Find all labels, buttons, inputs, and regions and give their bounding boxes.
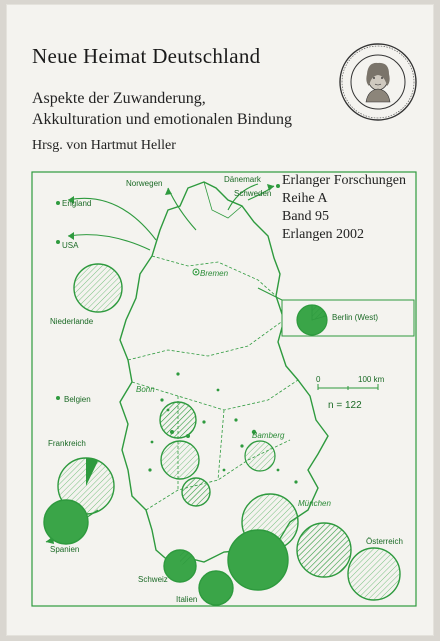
circle-bayern-south: [228, 530, 288, 590]
circle-wuerttemberg: [182, 478, 210, 506]
label-england: England: [62, 199, 92, 208]
scale-bar: [316, 375, 385, 390]
label-schweiz: Schweiz: [138, 575, 168, 584]
circle-bamberg: [245, 441, 275, 471]
map-border: [32, 172, 416, 606]
circle-oesterreich: [348, 548, 400, 600]
label-oesterreich: Österreich: [366, 537, 403, 546]
circle-italien: [199, 571, 233, 605]
subtitle-line-2: Akkulturation und emotionalen Bindung: [32, 111, 292, 128]
state-borders: [128, 256, 298, 510]
label-daenemark: Dänemark: [224, 175, 261, 184]
circle-hessen: [161, 441, 199, 479]
label-berlin: Berlin (West): [332, 313, 379, 322]
label-frankreich: Frankreich: [48, 439, 86, 448]
editor-credit: Hrsg. von Hartmut Heller: [32, 138, 176, 153]
book-subtitle: [32, 88, 352, 130]
label-belgien: Belgien: [64, 395, 91, 404]
sample-size-label: n = 122: [328, 400, 362, 411]
circle-niederlande: [74, 264, 122, 312]
series-name: Erlanger Forschungen: [282, 173, 407, 188]
circle-bonn-region: [160, 402, 196, 438]
city-bremen: Bremen: [200, 269, 229, 278]
book-cover: [6, 4, 434, 636]
city-muenchen: München: [298, 499, 331, 508]
series-place-year: Erlangen 2002: [282, 227, 365, 242]
label-usa: USA: [62, 241, 79, 250]
scale-km: 100 km: [358, 375, 385, 384]
label-niederlande: Niederlande: [50, 317, 94, 326]
circle-oesterreich-inner: [297, 523, 351, 577]
label-norwegen: Norwegen: [126, 179, 163, 188]
scale-zero: 0: [316, 375, 321, 384]
city-bonn: Bonn: [136, 385, 155, 394]
label-spanien: Spanien: [50, 545, 80, 554]
subtitle-line-1: Aspekte der Zuwanderung,: [32, 90, 206, 107]
book-title: Neue Heimat Deutschland: [32, 44, 261, 68]
series-reihe: Reihe A: [282, 191, 328, 206]
city-bamberg: Bamberg: [252, 431, 285, 440]
series-band: Band 95: [282, 209, 330, 224]
university-seal-logo: [338, 42, 418, 122]
label-schweden: Schweden: [234, 189, 272, 198]
circle-spanien: [44, 500, 88, 544]
migration-map: [28, 170, 420, 610]
label-italien: Italien: [176, 595, 198, 604]
